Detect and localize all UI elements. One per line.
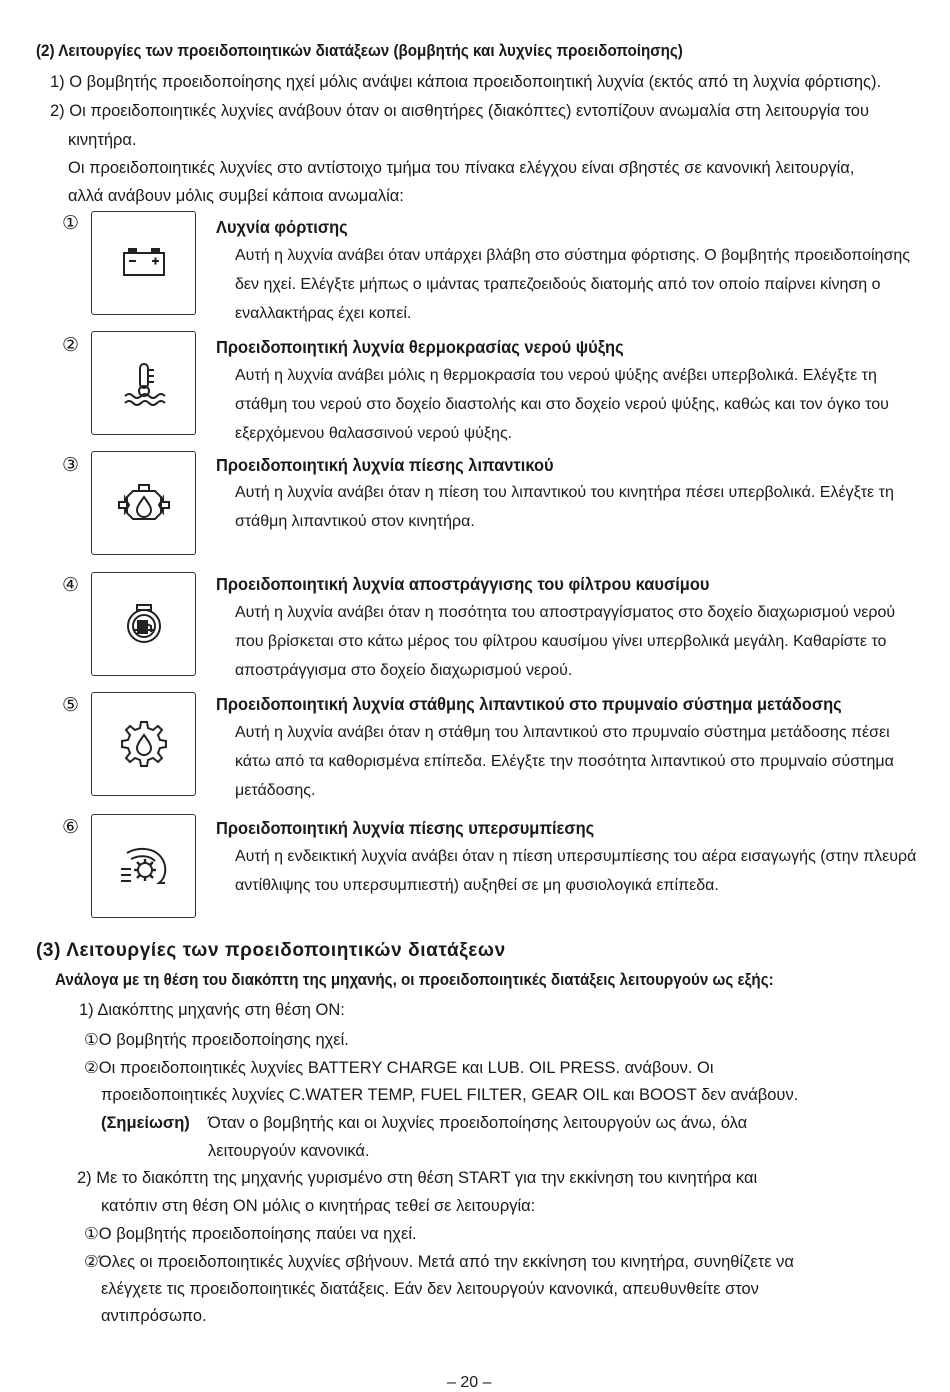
section-2-item-1: 1) Ο βομβητής προειδοποίησης ηχεί μόλις ανάψει κάποια προειδοποιητική λυχνία (εκτός από τη λυχνία φόρτισης). xyxy=(50,73,882,91)
section-2-title: (2) Λειτουργίες των προειδοποιητικών διατάξεων (βομβητής και λυχνίες προειδοποίησης) xyxy=(36,42,683,60)
warning-5-icon-box xyxy=(91,692,196,796)
note-line-1: Όταν ο βομβητής και οι λυχνίες προειδοποίησης λειτουργούν ως άνω, όλα xyxy=(208,1114,748,1132)
warning-1-icon-box xyxy=(91,211,196,315)
warning-3-icon-box xyxy=(91,451,196,555)
gear-oil-icon xyxy=(117,717,171,771)
warning-2-number: ② xyxy=(62,335,80,356)
warning-4-number: ④ xyxy=(62,575,80,596)
note-line-2: λειτουργούν κανονικά. xyxy=(208,1142,370,1160)
warning-6-description: Αυτή η ενδεικτική λυχνία ανάβει όταν η πίεση υπερσυμπίεσης του αέρα εισαγωγής (στην πλευρά αντίθλιψης του υπερσυμπιεστή) αυξηθεί σε μη φυσιολογικά επίπεδα. xyxy=(235,848,917,894)
step-2-line-2: κατόπιν στη θέση ON μόλις ο κινητήρας τεθεί σε λειτουργία: xyxy=(101,1197,536,1215)
warning-2-icon-box xyxy=(91,331,196,435)
step-1-b-line-2: προειδοποιητικές λυχνίες C.WATER TEMP, FUEL FILTER, GEAR OIL και BOOST δεν ανάβουν. xyxy=(101,1086,799,1104)
section-2-item-2-line-3: Οι προειδοποιητικές λυχνίες στο αντίστοιχο τμήμα του πίνακα ελέγχου είναι σβηστές σε κανονική λειτουργία, xyxy=(68,159,855,177)
warning-5-description: Αυτή η λυχνία ανάβει όταν η στάθμη του λιπαντικού στο πρυμναίο σύστημα μετάδοσης πέσει κάτω από τα καθορισμένα επίπεδα. Ελέγξτε την ποσότητα λιπαντικού στο πρυμναίο σύστημα μετάδοσης. xyxy=(235,724,894,799)
section-3-subtitle: Ανάλογα με τη θέση του διακόπτη της μηχανής, οι προειδοποιητικές διατάξεις λειτουργούν ως εξής: xyxy=(55,971,774,989)
warning-3-title: Προειδοποιητική λυχνία πίεσης λιπαντικού xyxy=(216,455,554,475)
fuel-filter-icon xyxy=(117,597,171,651)
warning-1-title: Λυχνία φόρτισης xyxy=(216,217,348,237)
coolant-temperature-icon xyxy=(117,356,171,410)
page-number: – 20 – xyxy=(447,1374,492,1391)
warning-1-description: Αυτή η λυχνία ανάβει όταν υπάρχει βλάβη στο σύστημα φόρτισης. Ο βομβητής προειδοποίησης δεν ηχεί. Ελέγξτε μήπως ο ιμάντας τραπεζοειδούς διατομής από τον οποίο παίρνει κίνηση ο εναλλακτήρας έχει κοπεί. xyxy=(235,247,910,322)
warning-5-number: ⑤ xyxy=(62,695,80,716)
step-2-b-line-2: ελέγχετε τις προειδοποιητικές διατάξεις. Εάν δεν λειτουργούν κανονικά, απευθυνθείτε στον xyxy=(101,1280,759,1298)
oil-pressure-icon xyxy=(117,476,171,530)
battery-icon xyxy=(117,236,171,290)
step-2-line-1: 2) Με το διακόπτη της μηχανής γυρισμένο στη θέση START για την εκκίνηση του κινητήρα και xyxy=(77,1169,758,1187)
section-2-item-2-line-4: αλλά ανάβουν μόλις συμβεί κάποια ανωμαλία: xyxy=(68,187,404,205)
section-2-item-2-line-2: κινητήρα. xyxy=(68,131,137,149)
warning-3-number: ③ xyxy=(62,455,80,476)
warning-3-description: Αυτή η λυχνία ανάβει όταν η πίεση του λιπαντικού του κινητήρα πέσει υπερβολικά. Ελέγξτε τη στάθμη λιπαντικού στον κινητήρα. xyxy=(235,484,894,530)
warning-4-description: Αυτή η λυχνία ανάβει όταν η ποσότητα του αποστραγγίσματος στο δοχείο διαχωρισμού νερού που βρίσκεται στο κάτω μέρος του φίλτρου καυσίμου γίνει υπερβολικά μεγάλη. Καθαρίστε το αποστράγγισμα στο δοχείο διαχωρισμού νερού. xyxy=(235,604,896,679)
warning-4-title: Προειδοποιητική λυχνία αποστράγγισης του φίλτρου καυσίμου xyxy=(216,574,710,594)
step-2-a: ①Ο βομβητής προειδοποίησης παύει να ηχεί. xyxy=(84,1225,417,1243)
step-1-heading: 1) Διακόπτης μηχανής στη θέση ON: xyxy=(79,1001,345,1019)
step-1-a: ①Ο βομβητής προειδοποίησης ηχεί. xyxy=(84,1031,349,1049)
warning-2-title: Προειδοποιητική λυχνία θερμοκρασίας νερού ψύξης xyxy=(216,337,624,357)
warning-5-title: Προειδοποιητική λυχνία στάθμης λιπαντικού στο πρυμναίο σύστημα μετάδοσης xyxy=(216,694,842,714)
warning-6-title: Προειδοποιητική λυχνία πίεσης υπερσυμπίεσης xyxy=(216,818,595,838)
warning-4-icon-box xyxy=(91,572,196,676)
section-3-title: (3) Λειτουργίες των προειδοποιητικών διατάξεων xyxy=(36,940,506,961)
note-label: (Σημείωση) xyxy=(101,1114,190,1132)
warning-1-number: ① xyxy=(62,213,80,234)
section-2-item-2-line-1: 2) Οι προειδοποιητικές λυχνίες ανάβουν όταν οι αισθητήρες (διακόπτες) εντοπίζουν ανωμαλία στη λειτουργία του xyxy=(50,102,870,120)
turbo-boost-icon xyxy=(117,839,171,893)
warning-6-number: ⑥ xyxy=(62,817,80,838)
step-1-b-line-1: ②Οι προειδοποιητικές λυχνίες BATTERY CHARGE και LUB. OIL PRESS. ανάβουν. Οι xyxy=(84,1059,714,1077)
warning-6-icon-box xyxy=(91,814,196,918)
step-2-b-line-1: ②Όλες οι προειδοποιητικές λυχνίες σβήνουν. Μετά από την εκκίνηση του κινητήρα, συνηθίζετε να xyxy=(84,1253,794,1271)
warning-2-description: Αυτή η λυχνία ανάβει μόλις η θερμοκρασία του νερού ψύξης ανέβει υπερβολικά. Ελέγξτε τη στάθμη του νερού στο δοχείο διαστολής και στο δοχείο νερού ψύξης, καθώς και τον όγκο του εξερχόμενου θαλασσινού νερού ψύξης. xyxy=(235,367,889,442)
step-2-b-line-3: αντιπρόσωπο. xyxy=(101,1307,207,1325)
